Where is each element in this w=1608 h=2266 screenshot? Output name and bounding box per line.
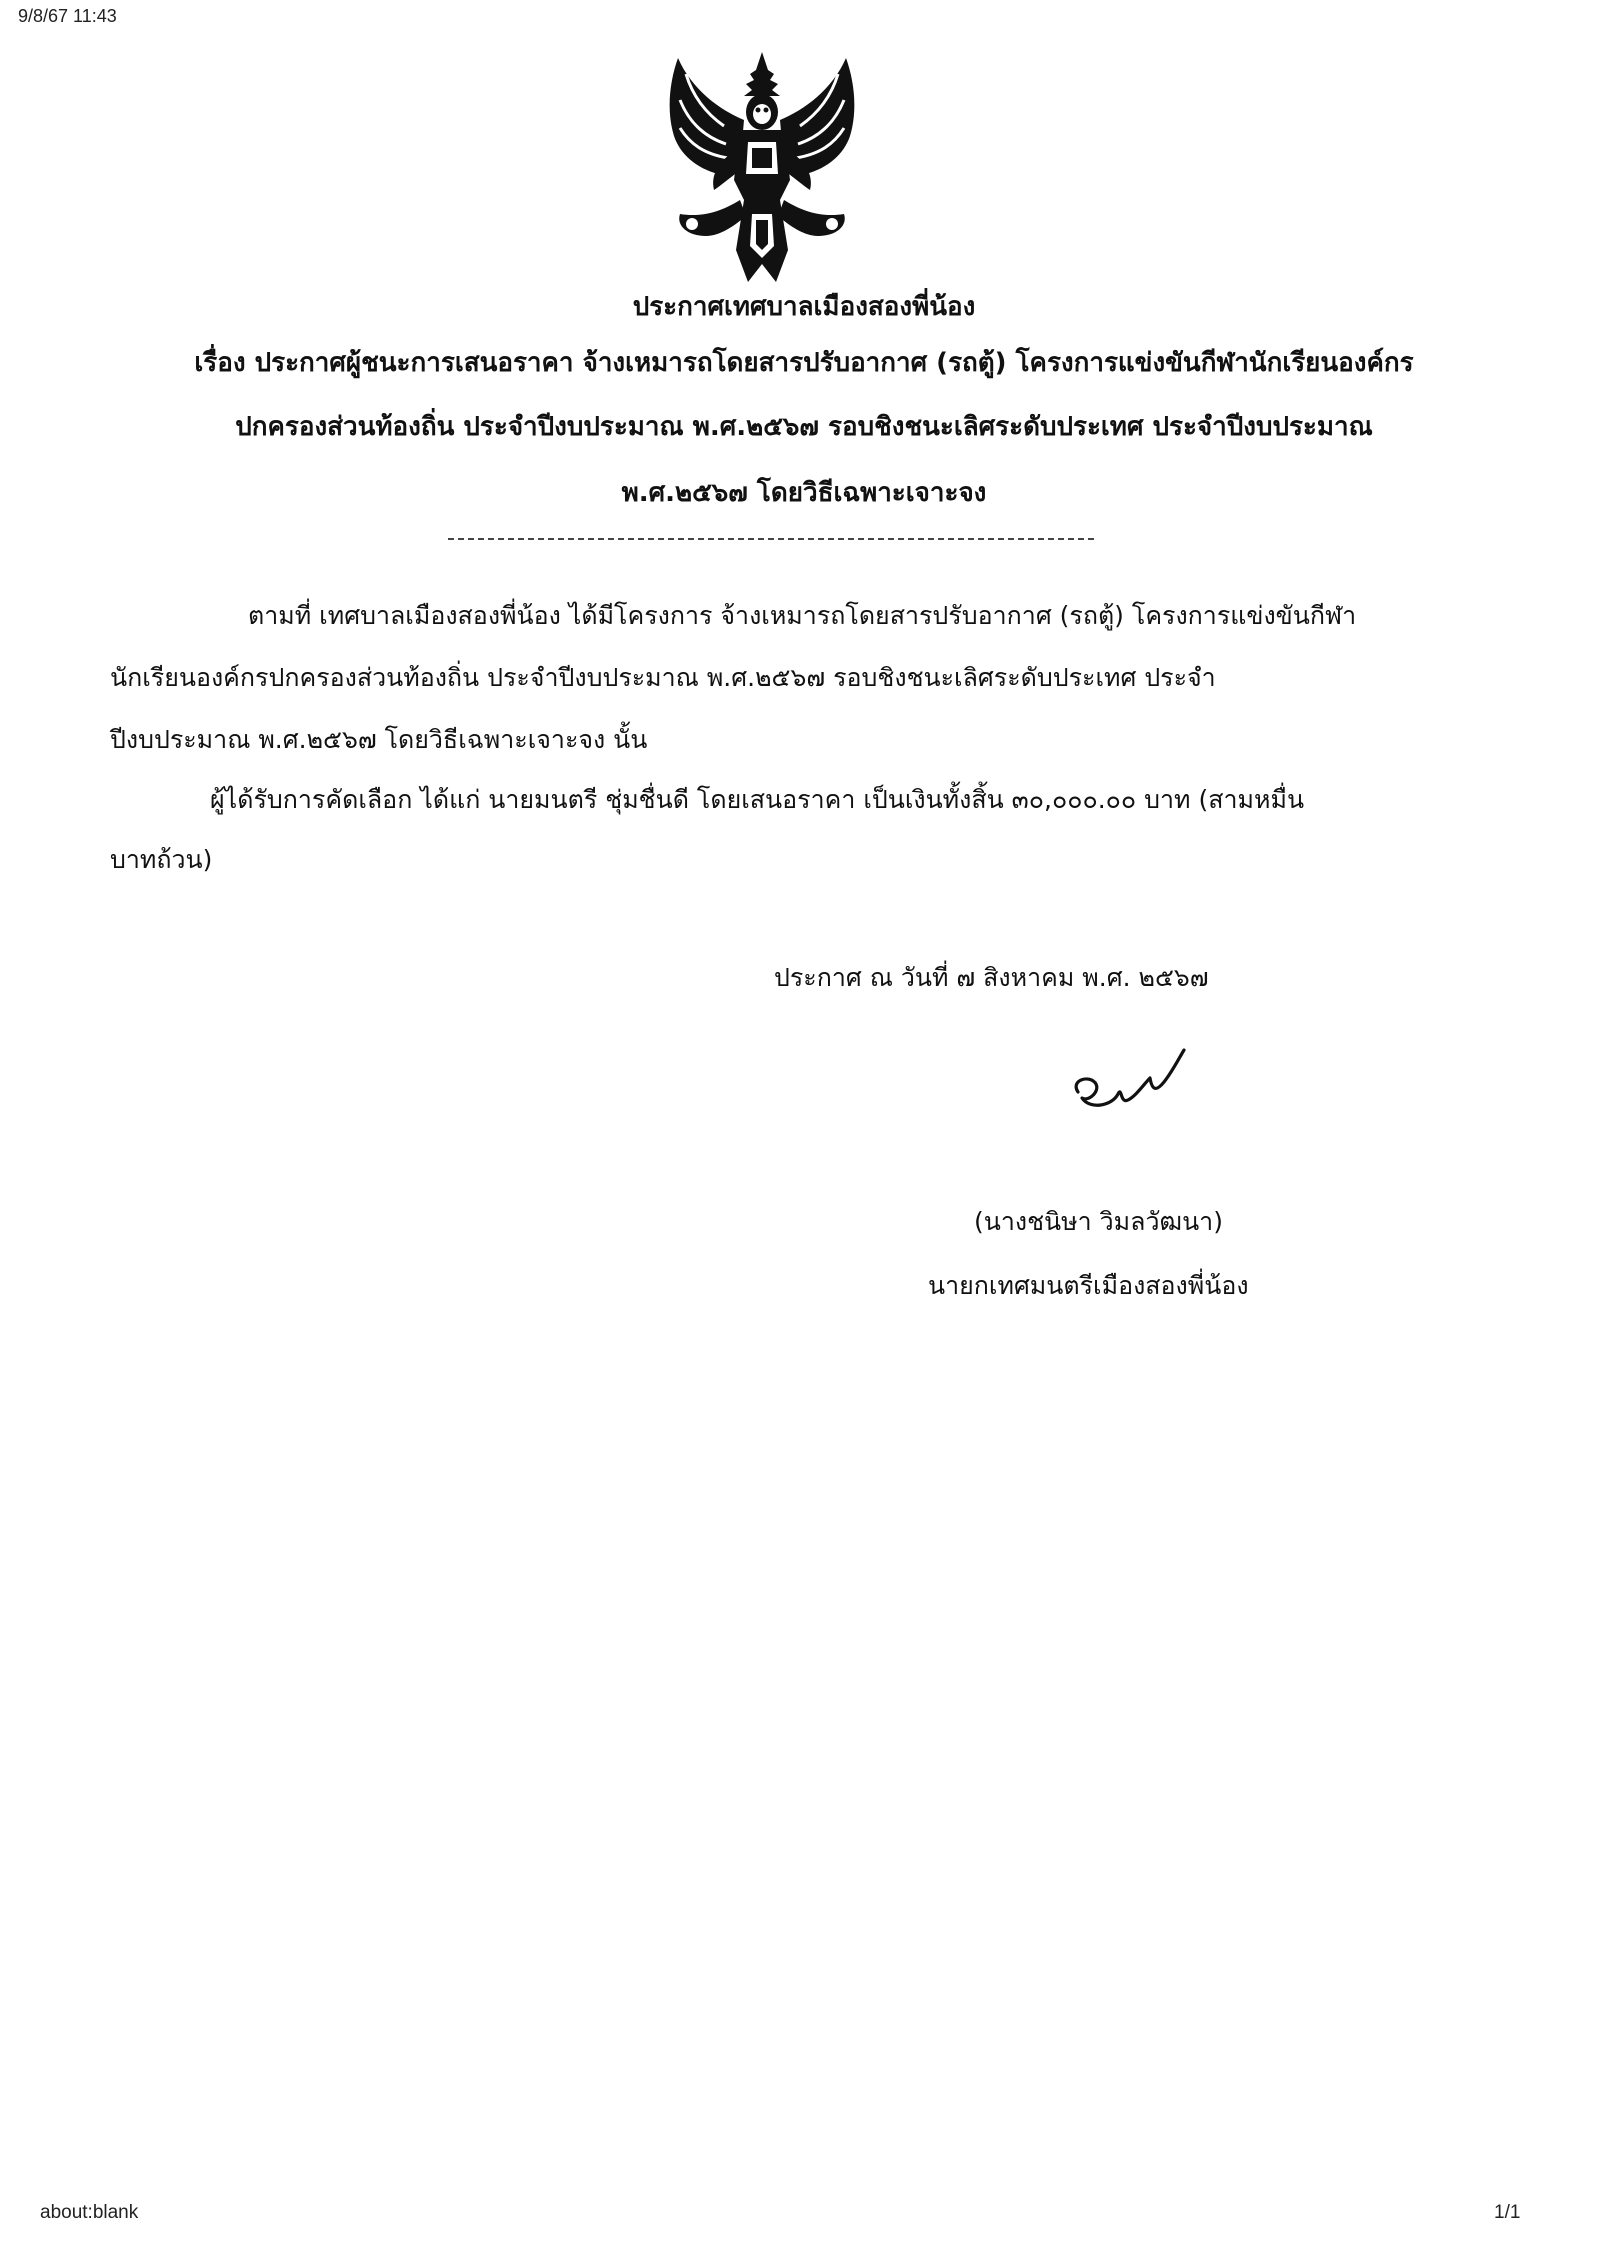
- document-subject-line-1: เรื่อง ประกาศผู้ชนะการเสนอราคา จ้างเหมารถโดยสารปรับอากาศ (รถตู้) โครงการแข่งขันกีฬานักเรียนองค์กร: [194, 348, 1414, 378]
- body-line-1: ตามที่ เทศบาลเมืองสองพี่น้อง ได้มีโครงการ จ้างเหมารถโดยสารปรับอากาศ (รถตู้) โครงการแข่งขันกีฬา: [248, 601, 1357, 630]
- body-line-3: ปีงบประมาณ พ.ศ.๒๕๖๗ โดยวิธีเฉพาะเจาะจง นั้น: [110, 725, 648, 754]
- garuda-emblem-icon: [640, 50, 885, 285]
- print-footer-url: about:blank: [40, 2202, 139, 2223]
- signer-position: นายกเทศมนตรีเมืองสองพี่น้อง: [928, 1271, 1249, 1300]
- document-title: ประกาศเทศบาลเมืองสองพี่น้อง: [632, 292, 976, 322]
- body-line-5: บาทถ้วน): [110, 845, 213, 874]
- announce-date: ประกาศ ณ วันที่ ๗ สิงหาคม พ.ศ. ๒๕๖๗: [774, 963, 1209, 992]
- document-subject-line-3: พ.ศ.๒๕๖๗ โดยวิธีเฉพาะเจาะจง: [621, 478, 987, 508]
- handwritten-signature: [1060, 1040, 1210, 1140]
- dashed-separator: [448, 538, 1094, 540]
- print-footer-page: 1/1: [1494, 2202, 1521, 2223]
- print-header-datetime: 9/8/67 11:43: [18, 6, 117, 26]
- document-subject-line-2: ปกครองส่วนท้องถิ่น ประจำปีงบประมาณ พ.ศ.๒๕๖๗ รอบชิงชนะเลิศระดับประเทศ ประจำปีงบประมาณ: [235, 412, 1373, 442]
- signer-name: (นางชนิษา วิมลวัฒนา): [974, 1207, 1223, 1236]
- body-line-2: นักเรียนองค์กรปกครองส่วนท้องถิ่น ประจำปีงบประมาณ พ.ศ.๒๕๖๗ รอบชิงชนะเลิศระดับประเทศ ประจำ: [110, 663, 1216, 692]
- body-line-4: ผู้ได้รับการคัดเลือก ได้แก่ นายมนตรี ชุ่มชื่นดี โดยเสนอราคา เป็นเงินทั้งสิ้น ๓๐,๐๐๐.๐๐ บาท (สามหมื่น: [210, 785, 1305, 814]
